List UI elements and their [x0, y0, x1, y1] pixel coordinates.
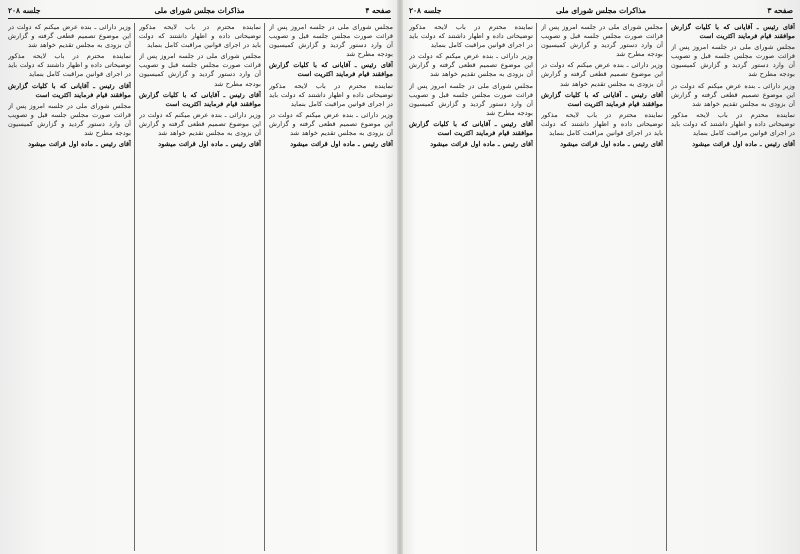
paragraph: نماینده محترم در باب لایحه مذکور توضیحاتی داده و اظهار داشتند که دولت باید در اجرای قوانین مراقبت کامل بنماید [541, 110, 663, 138]
column-rule [666, 23, 667, 551]
speaker-line: آقای رئیس ـ آقایانی که با کلیات گزارش موافقند قیام فرمایند اکثریت است [671, 23, 795, 41]
right-page-header [409, 5, 793, 19]
column-rule [264, 23, 265, 551]
right-page-columns [407, 23, 795, 551]
column-rule [134, 23, 135, 551]
left-page [4, 0, 395, 554]
running-title: مذاکرات مجلس شورای ملی [154, 6, 245, 15]
text-column [269, 23, 393, 551]
running-title: مذاکرات مجلس شورای ملی [555, 6, 647, 15]
paragraph: مجلس شورای ملی در جلسه امروز پس از قرائت صورت مجلس جلسه قبل و تصویب آن وارد دستور گردید و گزارش کمیسیون بودجه مطرح شد [541, 23, 663, 59]
text-column [671, 23, 795, 551]
speaker-line: آقای رئیس ـ ماده اول قرائت میشود [692, 140, 795, 149]
right-page [405, 0, 797, 554]
paragraph: وزیر دارائی ـ بنده عرض میکنم که دولت در این موضوع تصمیم قطعی گرفته و گزارش آن بزودی به مجلس تقدیم خواهد شد [541, 61, 663, 88]
speaker-line: آقای رئیس ـ ماده اول قرائت میشود [28, 140, 131, 149]
paragraph: نماینده محترم در باب لایحه مذکور توضیحاتی داده و اظهار داشتند که دولت باید در اجرای قوانین مراقبت کامل بنماید [8, 52, 131, 79]
left-page-header [8, 5, 391, 19]
paragraph: نماینده محترم در باب لایحه مذکور توضیحاتی داده و اظهار داشتند که دولت باید در اجرای قوانین مراقبت کامل بنماید [139, 23, 261, 50]
text-column [541, 23, 663, 551]
session-number: جلسه ۲۰۸ [409, 6, 442, 15]
paragraph: نماینده محترم در باب لایحه مذکور توضیحاتی داده و اظهار داشتند که دولت باید در اجرای قوانین مراقبت کامل بنماید [269, 81, 393, 108]
paragraph: مجلس شورای ملی در جلسه امروز پس از قرائت صورت مجلس جلسه قبل و تصویب آن وارد دستور گردید و گزارش کمیسیون بودجه مطرح شد [269, 23, 393, 59]
speaker-line: آقای رئیس ـ آقایانی که با کلیات گزارش موافقند قیام فرمایند اکثریت است [8, 81, 131, 99]
column-rule [536, 23, 537, 551]
text-column [8, 23, 131, 551]
speaker-line: آقای رئیس ـ آقایانی که با کلیات گزارش موافقند قیام فرمایند اکثریت است [269, 61, 393, 79]
page-number: صفحه ۳ [767, 6, 793, 15]
text-column [409, 23, 533, 551]
speaker-line: آقای رئیس ـ ماده اول قرائت میشود [158, 140, 261, 149]
paragraph: مجلس شورای ملی در جلسه امروز پس از قرائت صورت مجلس جلسه قبل و تصویب آن وارد دستور گردید و گزارش کمیسیون بودجه مطرح شد [139, 52, 261, 88]
paragraph: نماینده محترم در باب لایحه مذکور توضیحاتی داده و اظهار داشتند که دولت باید در اجرای قوانین مراقبت کامل بنماید [671, 110, 795, 138]
speaker-line: آقای رئیس ـ ماده اول قرائت میشود [560, 140, 663, 149]
session-number: جلسه ۲۰۸ [8, 6, 41, 15]
page-number: صفحه ۴ [365, 6, 391, 15]
left-page-columns [6, 23, 393, 551]
paragraph: وزیر دارائی ـ بنده عرض میکنم که دولت در این موضوع تصمیم قطعی گرفته و گزارش آن بزودی به مجلس تقدیم خواهد شد [139, 110, 261, 138]
speaker-line: آقای رئیس ـ آقایانی که با کلیات گزارش موافقند قیام فرمایند اکثریت است [409, 119, 533, 138]
page-gutter [397, 0, 403, 554]
speaker-line: آقای رئیس ـ آقایانی که با کلیات گزارش موافقند قیام فرمایند اکثریت است [541, 90, 663, 108]
text-column [139, 23, 261, 551]
paragraph: مجلس شورای ملی در جلسه امروز پس از قرائت صورت مجلس جلسه قبل و تصویب آن وارد دستور گردید و گزارش کمیسیون بودجه مطرح شد [8, 101, 131, 138]
speaker-line: آقای رئیس ـ آقایانی که با کلیات گزارش موافقند قیام فرمایند اکثریت است [139, 90, 261, 108]
paragraph: وزیر دارائی ـ بنده عرض میکنم که دولت در این موضوع تصمیم قطعی گرفته و گزارش آن بزودی به مجلس تقدیم خواهد شد [671, 81, 795, 108]
paragraph: وزیر دارائی ـ بنده عرض میکنم که دولت در این موضوع تصمیم قطعی گرفته و گزارش آن بزودی به مجلس تقدیم خواهد شد [409, 52, 533, 79]
paragraph: نماینده محترم در باب لایحه مذکور توضیحاتی داده و اظهار داشتند که دولت باید در اجرای قوانین مراقبت کامل بنماید [409, 23, 533, 50]
paragraph: وزیر دارائی ـ بنده عرض میکنم که دولت در این موضوع تصمیم قطعی گرفته و گزارش آن بزودی به مجلس تقدیم خواهد شد [269, 110, 393, 138]
paragraph: مجلس شورای ملی در جلسه امروز پس از قرائت صورت مجلس جلسه قبل و تصویب آن وارد دستور گردید و گزارش کمیسیون بودجه مطرح شد [671, 43, 795, 79]
paragraph: مجلس شورای ملی در جلسه امروز پس از قرائت صورت مجلس جلسه قبل و تصویب آن وارد دستور گردید و گزارش کمیسیون بودجه مطرح شد [409, 81, 533, 117]
paragraph: وزیر دارائی ـ بنده عرض میکنم که دولت در این موضوع تصمیم قطعی گرفته و گزارش آن بزودی به مجلس تقدیم خواهد شد [8, 23, 131, 50]
speaker-line: آقای رئیس ـ ماده اول قرائت میشود [290, 140, 393, 149]
speaker-line: آقای رئیس ـ ماده اول قرائت میشود [430, 140, 533, 149]
